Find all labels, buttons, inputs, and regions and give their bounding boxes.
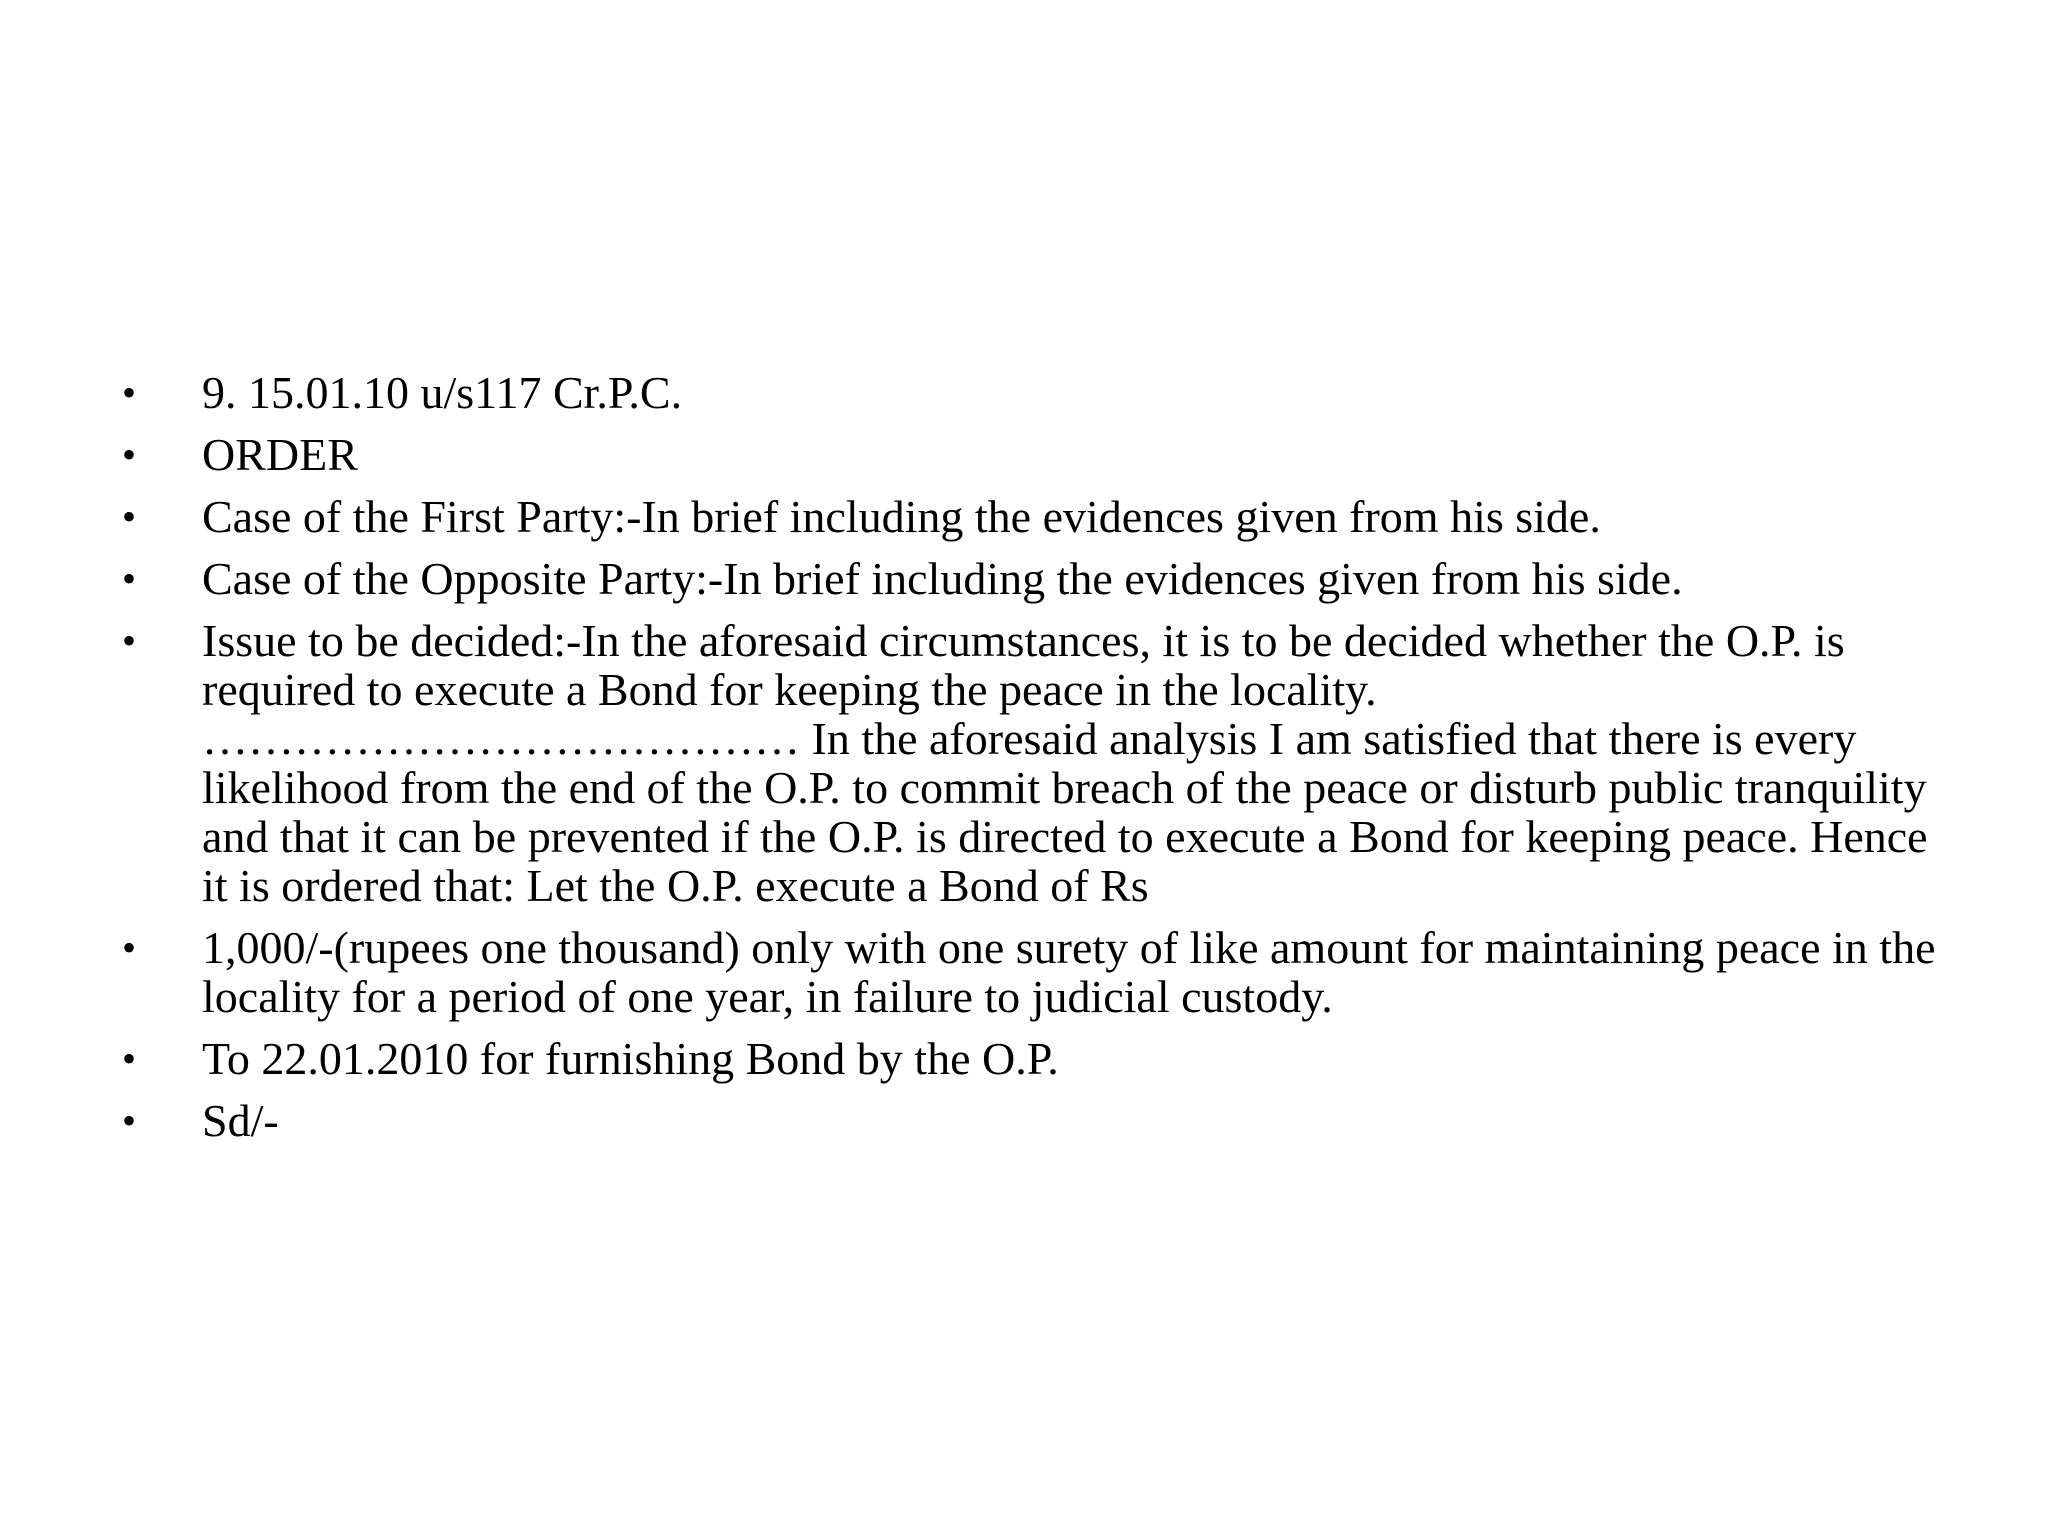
list-item-text: 1,000/-(rupees one thousand) only with one surety of like amount for maintaining peace in the locality for a period of one year, in failure to judicial custody. (202, 922, 1936, 1022)
list-item-text: 9. 15.01.10 u/s117 Cr.P.C. (202, 367, 683, 418)
list-item (122, 1096, 1942, 1145)
list-item (122, 616, 1942, 910)
list-item-text: Case of the Opposite Party:-In brief including the evidences given from his side. (202, 553, 1683, 604)
bullet-icon: • (122, 1098, 137, 1143)
list-item-text: To 22.01.2010 for furnishing Bond by the O.P. (202, 1033, 1059, 1084)
list-item (122, 492, 1942, 541)
bullet-icon: • (122, 432, 137, 477)
bullet-icon: • (122, 618, 137, 663)
bullet-icon: • (122, 494, 137, 539)
list-item (122, 430, 1942, 479)
bullet-icon: • (122, 1036, 137, 1081)
list-item (122, 368, 1942, 417)
list-item (122, 923, 1942, 1021)
list-item (122, 554, 1942, 603)
list-item-text: Issue to be decided:-In the aforesaid circumstances, it is to be decided whether the O.P. is required to execute a Bond for keeping the peace in the locality. ………………………………… In the aforesaid analysis I am satisfied that there is every likelihood from the end of the O.P. to commit breach of the peace or disturb public tranquility and that it can be prevented if the O.P. is directed to execute a Bond for keeping peace. Hence it is ordered that: Let the O.P. execute a Bond of Rs (202, 615, 1928, 911)
bullet-icon: • (122, 370, 137, 415)
list-item (122, 1034, 1942, 1083)
list-item-text: ORDER (202, 429, 358, 480)
list-item-text: Sd/- (202, 1095, 279, 1146)
bullet-list (122, 368, 1942, 1158)
bullet-icon: • (122, 925, 137, 970)
bullet-icon: • (122, 556, 137, 601)
list-item-text: Case of the First Party:-In brief including the evidences given from his side. (202, 491, 1601, 542)
